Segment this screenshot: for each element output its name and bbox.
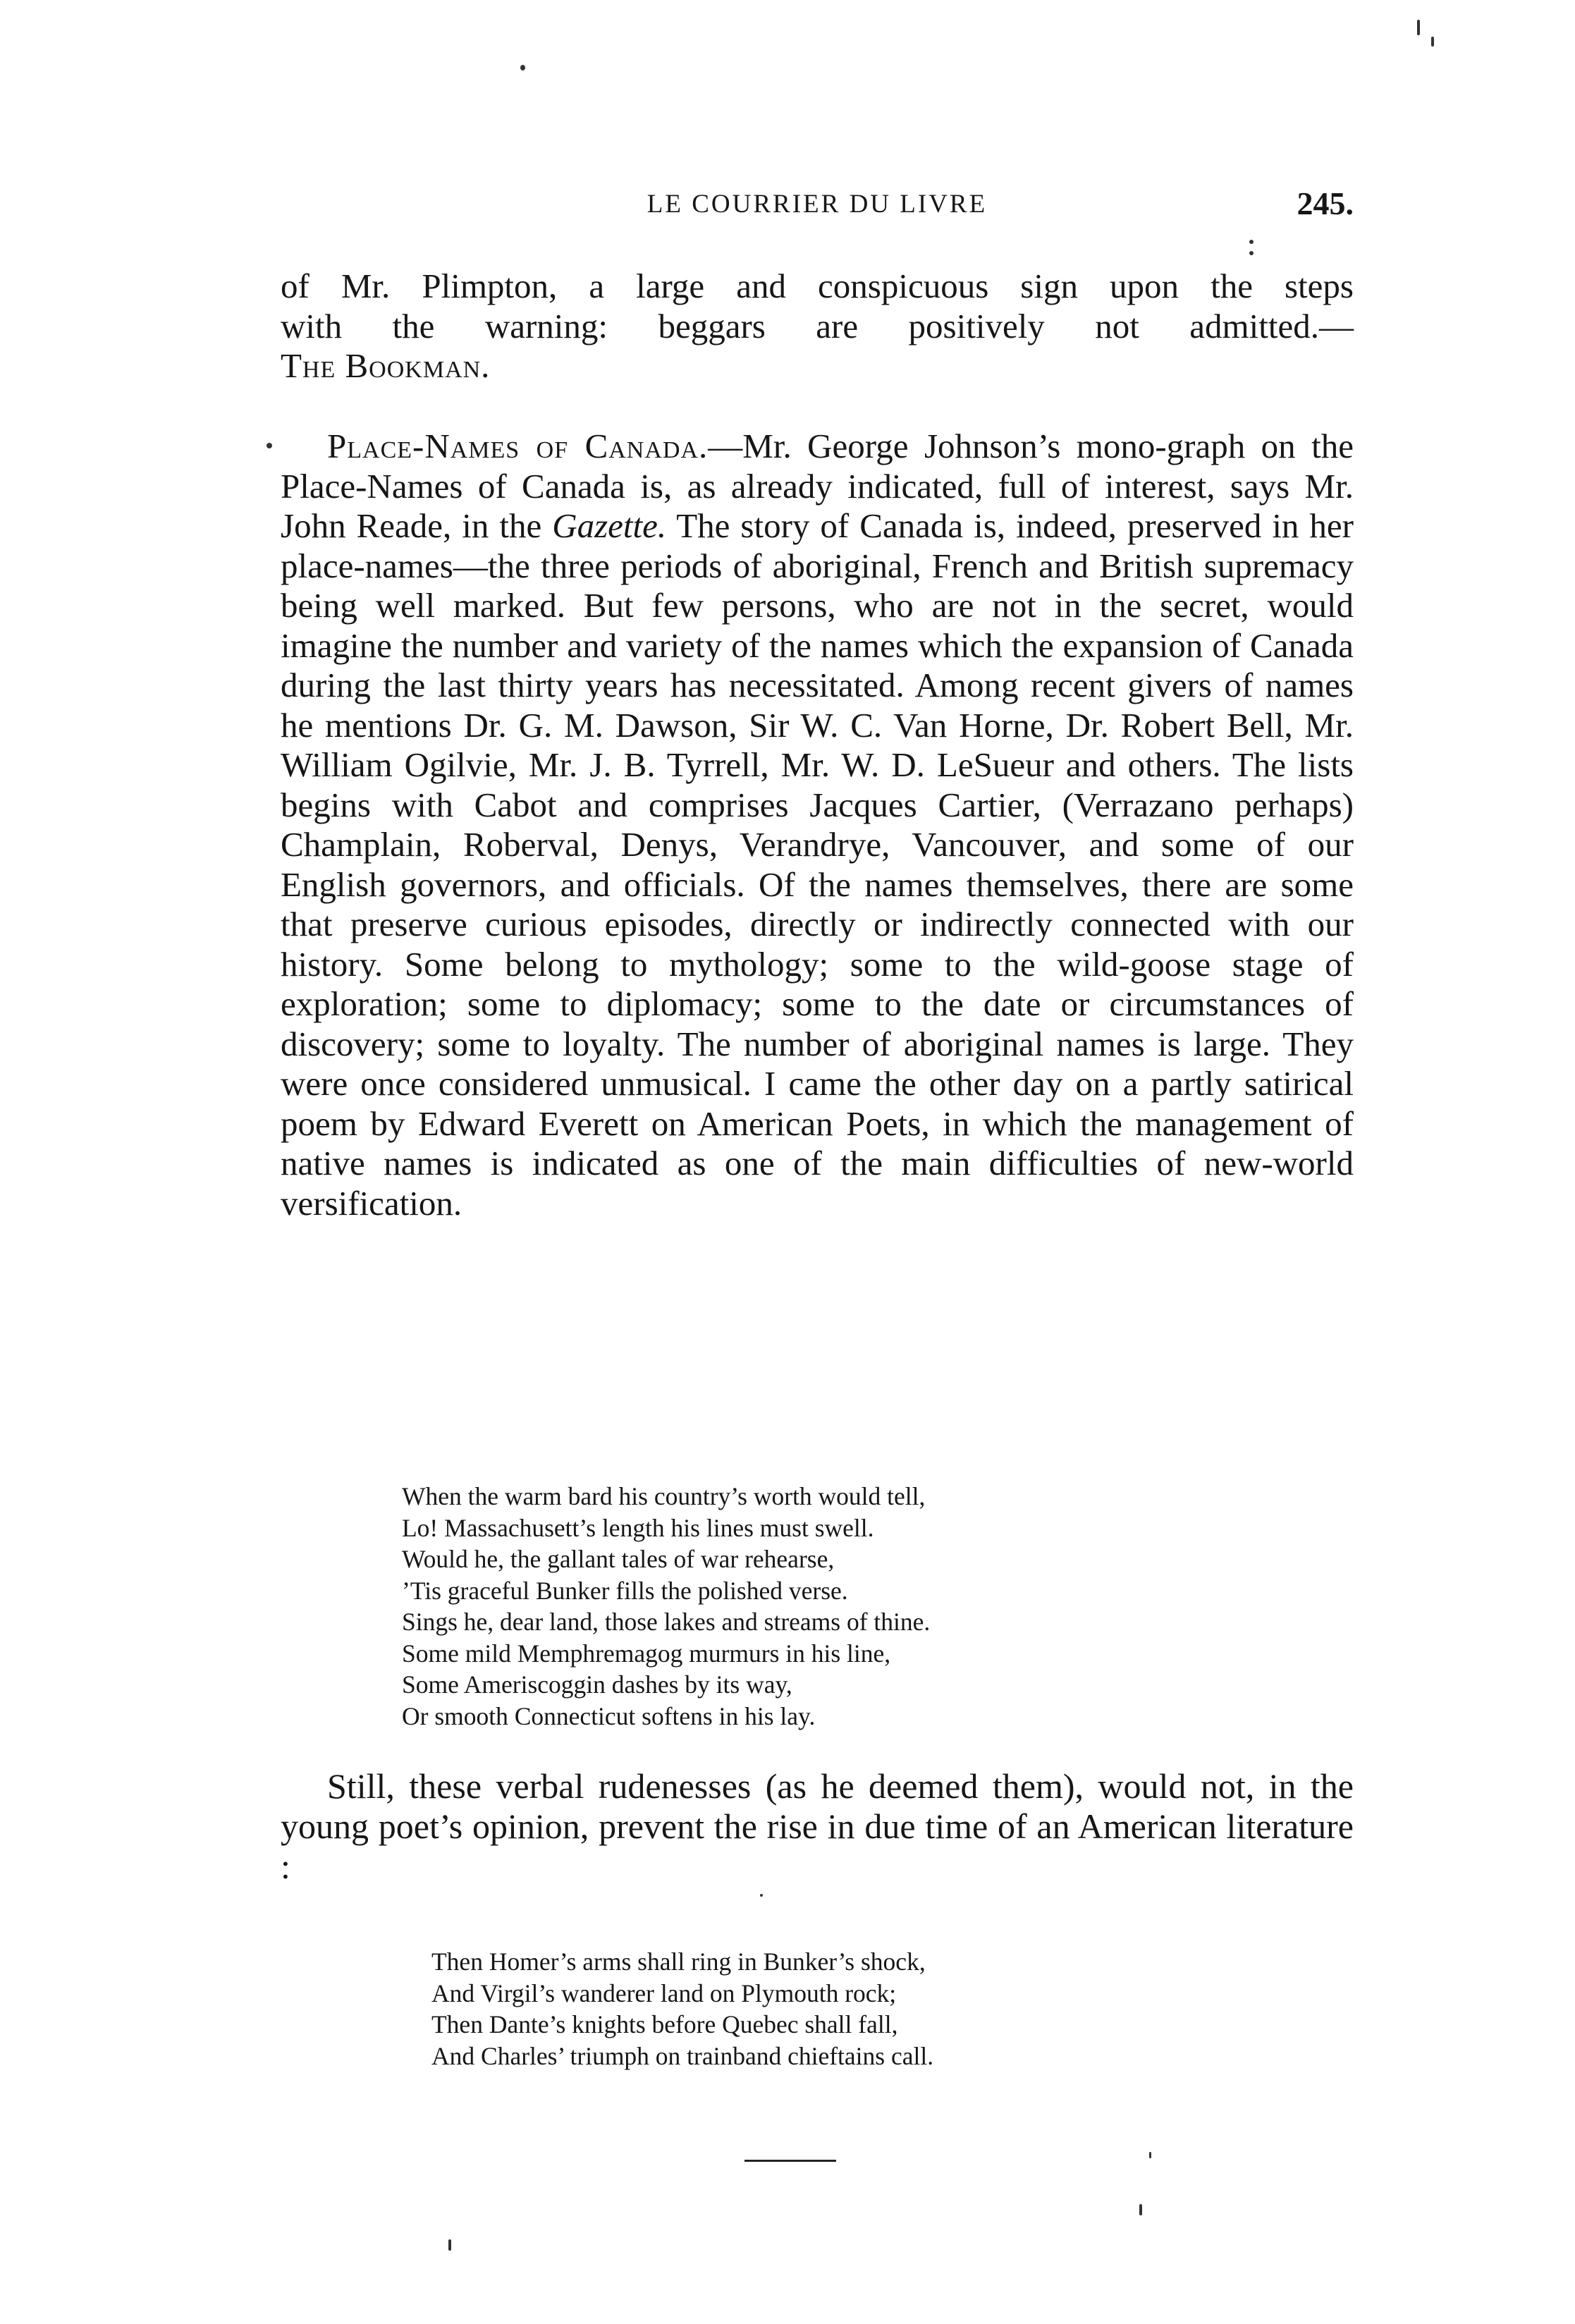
poem-everett-second	[431, 1946, 933, 2072]
poem-line: Some mild Memphremagog murmurs in his line,	[402, 1639, 891, 1668]
print-speck	[1431, 37, 1434, 47]
continuation-line: with the warning: beggars are positively not admitted.—	[281, 306, 1354, 345]
print-speck	[266, 443, 272, 448]
article-body: —Mr. George Johnson’s mono-graph on the Place-Names of Canada is, as already indicated, full of interest, says Mr. John Reade, in the	[281, 427, 1354, 545]
poem-line: Then Homer’s arms shall ring in Bunker’s shock,	[431, 1947, 926, 1976]
poem-line: When the warm bard his country’s worth would tell,	[402, 1482, 926, 1510]
print-speck	[1249, 251, 1254, 255]
continuation-line: of Mr. Plimpton, a large and conspicuous sign upon the steps	[281, 267, 1354, 305]
page-number: 245.	[1297, 185, 1354, 221]
print-speck	[448, 2239, 451, 2251]
article-body-continued: The story of Canada is, indeed, preserved in her place-names—the three periods of aboriginal, French and British supremacy being well marked. But few persons, who are not in the secret, would imagine the number and variety of the names which the expansion of Canada during the last thirty years has necessitated. Among recent givers of names he mentions Dr. G. M. Dawson, Sir W. C. Van Horne, Dr. Robert Bell, Mr. William Ogilvie, Mr. J. B. Tyrrell, Mr. W. D. LeSueur and others. The lists begins with Cabot and comprises Jacques Cartier, (Verrazano perhaps) Champlain, Roberval, Denys, Verandrye, Vancouver, and some of our English governors, and officials. Of the names themselves, there are some that preserve curious episodes, directly or indirectly connected with our history. Some belong to mythology; some to the wild-goose stage of exploration; some to diplomacy; some to the date or circumstances of discovery; some to loyalty. The number of aboriginal names is large. They were once considered unmusical. I came the other day on a partly satirical poem by Edward Everett on American Poets, in which the management of native names is indicated as one of the main difficulties of new-world versification.	[281, 506, 1354, 1223]
print-speck	[1249, 240, 1254, 244]
poem-line: And Virgil’s wanderer land on Plymouth rock;	[431, 1979, 897, 2007]
print-speck	[760, 1894, 763, 1897]
article-paragraph	[281, 427, 1354, 1223]
poem-line: Then Dante’s knights before Quebec shall fall,	[431, 2010, 898, 2038]
section-divider	[744, 2160, 836, 2162]
bridge-text: Still, these verbal rudenesses (as he deemed them), would not, in the young poet’s opinion, prevent the rise in due time of an American literature :	[281, 1766, 1354, 1886]
poem-line: Would he, the gallant tales of war rehearse,	[402, 1545, 835, 1573]
poem-line: ’Tis graceful Bunker fills the polished verse.	[402, 1576, 848, 1605]
poem-line: Some Ameriscoggin dashes by its way,	[402, 1670, 792, 1699]
print-speck	[1149, 2152, 1151, 2158]
poem-everett	[402, 1481, 930, 1732]
continuation-paragraph	[281, 267, 1354, 386]
poem-line: And Charles’ triumph on trainband chieftains call.	[431, 2041, 934, 2070]
poem-line: Sings he, dear land, those lakes and streams of thine.	[402, 1608, 931, 1636]
poem-line: Or smooth Connecticut softens in his lay.	[402, 1701, 816, 1730]
article-source: Gazette.	[552, 506, 667, 545]
page-header	[281, 185, 1354, 231]
print-speck	[520, 65, 525, 71]
article-heading: Place-Names of Canada.	[327, 427, 709, 465]
print-speck	[1417, 20, 1420, 35]
bridge-paragraph	[281, 1766, 1354, 1887]
print-speck	[1139, 2204, 1142, 2215]
continuation-line: The Bookman.	[281, 346, 491, 385]
running-title: LE COURRIER DU LIVRE	[646, 190, 988, 219]
poem-line: Lo! Massachusett’s length his lines must swell.	[402, 1513, 874, 1542]
